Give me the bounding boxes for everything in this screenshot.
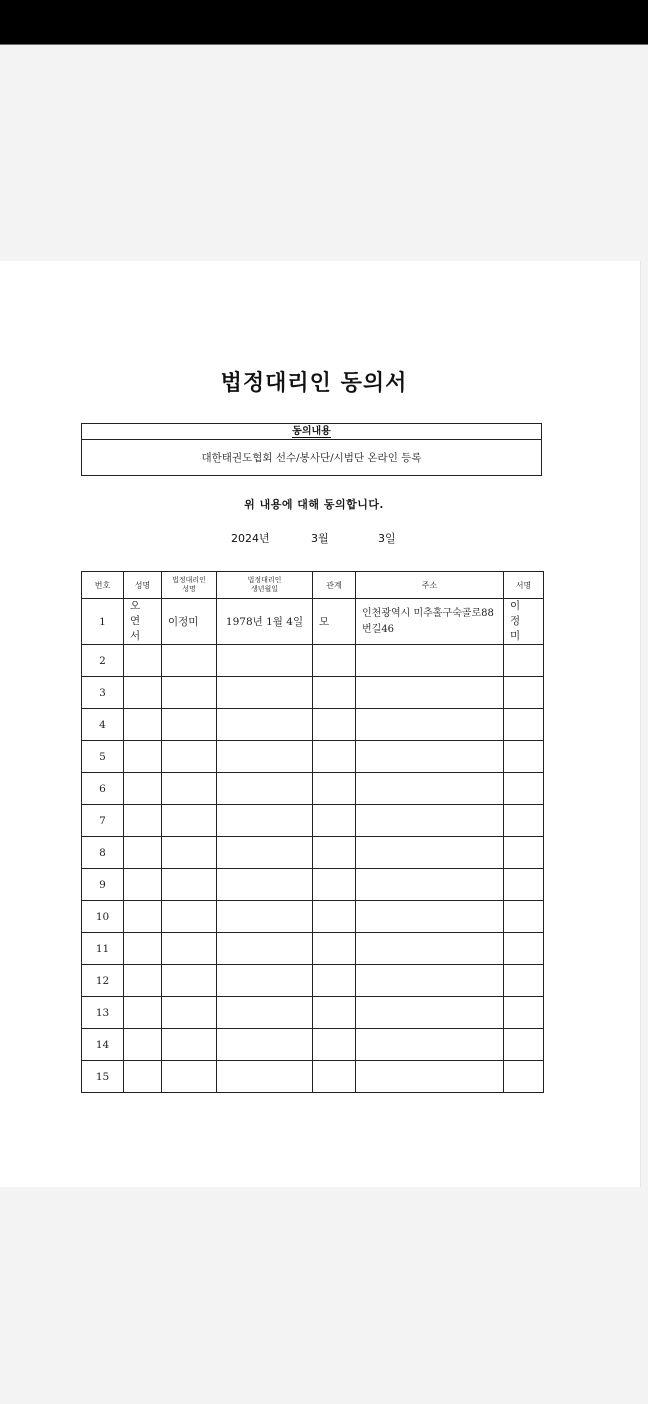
cell-signature	[504, 837, 544, 869]
cell-relation	[313, 997, 356, 1029]
header-guardian-name-line2: 성명	[182, 585, 196, 593]
cell-address	[356, 709, 504, 741]
table-header-row	[82, 572, 544, 599]
cell-guardian	[162, 805, 217, 837]
cell-guardian	[162, 965, 217, 997]
cell-name	[124, 741, 162, 773]
cell-signature	[504, 901, 544, 933]
header-no: 번호	[82, 572, 124, 599]
cell-guardian	[162, 741, 217, 773]
cell-address	[356, 741, 504, 773]
table-row	[82, 837, 544, 869]
cell-birth	[217, 837, 313, 869]
cell-signature	[504, 805, 544, 837]
table-row	[82, 645, 544, 677]
cell-name	[124, 1061, 162, 1093]
cell-address	[356, 1061, 504, 1093]
header-guardian-birth-line1: 법정대리인	[247, 576, 282, 584]
cell-birth	[217, 645, 313, 677]
cell-address	[356, 837, 504, 869]
cell-address	[356, 869, 504, 901]
table-row	[82, 677, 544, 709]
consent-content-box	[81, 423, 542, 476]
header-guardian-name	[162, 572, 217, 599]
cell-no: 14	[82, 1029, 124, 1061]
table-row	[82, 997, 544, 1029]
cell-relation	[313, 933, 356, 965]
table-row	[82, 869, 544, 901]
cell-guardian	[162, 1029, 217, 1061]
cell-name	[124, 965, 162, 997]
cell-address	[356, 933, 504, 965]
cell-signature	[504, 933, 544, 965]
cell-signature	[504, 645, 544, 677]
cell-no: 3	[82, 677, 124, 709]
header-guardian-birth-line2: 생년월일	[250, 585, 279, 593]
cell-name	[124, 997, 162, 1029]
document-date	[0, 530, 640, 546]
cell-relation	[313, 677, 356, 709]
header-address: 주소	[356, 572, 504, 599]
cell-birth	[217, 933, 313, 965]
cell-relation	[313, 645, 356, 677]
cell-name	[124, 645, 162, 677]
date-year: 2024년	[231, 532, 270, 545]
cell-name	[124, 837, 162, 869]
cell-guardian	[162, 869, 217, 901]
cell-birth: 1978년 1월 4일	[217, 599, 313, 645]
consent-content-heading	[82, 424, 541, 440]
cell-guardian	[162, 677, 217, 709]
table-row	[82, 933, 544, 965]
cell-address	[356, 645, 504, 677]
cell-birth	[217, 901, 313, 933]
cell-no: 5	[82, 741, 124, 773]
cell-no: 4	[82, 709, 124, 741]
cell-address	[356, 1029, 504, 1061]
cell-relation: 모	[313, 599, 356, 645]
cell-guardian	[162, 901, 217, 933]
table-row	[82, 773, 544, 805]
cell-no: 6	[82, 773, 124, 805]
cell-signature	[504, 709, 544, 741]
cell-signature	[504, 997, 544, 1029]
cell-relation	[313, 837, 356, 869]
table-row	[82, 599, 544, 645]
cell-address	[356, 901, 504, 933]
consent-content-heading-text: 동의내용	[292, 426, 331, 437]
document-title: 법정대리인 동의서	[220, 370, 408, 396]
cell-birth	[217, 1061, 313, 1093]
cell-address: 인천광역시 미추홀구숙골로88번길46	[356, 599, 504, 645]
cell-name	[124, 805, 162, 837]
cell-birth	[217, 965, 313, 997]
header-relation: 관계	[313, 572, 356, 599]
cell-birth	[217, 805, 313, 837]
header-guardian-name-line1: 법정대리인	[172, 576, 206, 584]
table-row	[82, 805, 544, 837]
header-guardian-birth	[217, 572, 313, 599]
table-row	[82, 1029, 544, 1061]
header-name: 성명	[124, 572, 162, 599]
cell-signature	[504, 1061, 544, 1093]
table-row	[82, 965, 544, 997]
cell-no: 12	[82, 965, 124, 997]
cell-no: 10	[82, 901, 124, 933]
date-day: 3일	[378, 532, 396, 545]
table-row	[82, 741, 544, 773]
cell-guardian	[162, 709, 217, 741]
cell-name	[124, 709, 162, 741]
cell-no: 15	[82, 1061, 124, 1093]
cell-relation	[313, 1061, 356, 1093]
cell-birth	[217, 709, 313, 741]
cell-name	[124, 773, 162, 805]
cell-birth	[217, 869, 313, 901]
document-page	[0, 261, 641, 1187]
cell-no: 9	[82, 869, 124, 901]
cell-signature	[504, 677, 544, 709]
cell-relation	[313, 741, 356, 773]
cell-signature: 이 정 미	[504, 599, 544, 645]
table-row	[82, 901, 544, 933]
cell-signature	[504, 869, 544, 901]
cell-name	[124, 677, 162, 709]
date-month: 3월	[311, 532, 329, 545]
cell-birth	[217, 773, 313, 805]
table-row	[82, 709, 544, 741]
cell-no: 1	[82, 599, 124, 645]
cell-address	[356, 997, 504, 1029]
cell-no: 11	[82, 933, 124, 965]
cell-no: 13	[82, 997, 124, 1029]
consent-content-body: 대한태권도협회 선수/봉사단/시범단 온라인 등록	[201, 452, 422, 464]
cell-birth	[217, 997, 313, 1029]
header-signature: 서명	[504, 572, 544, 599]
cell-no: 2	[82, 645, 124, 677]
cell-address	[356, 773, 504, 805]
cell-guardian	[162, 645, 217, 677]
cell-address	[356, 677, 504, 709]
cell-relation	[313, 965, 356, 997]
cell-name	[124, 901, 162, 933]
cell-guardian: 이정미	[162, 599, 217, 645]
cell-relation	[313, 869, 356, 901]
cell-guardian	[162, 997, 217, 1029]
cell-birth	[217, 741, 313, 773]
cell-relation	[313, 709, 356, 741]
cell-signature	[504, 1029, 544, 1061]
cell-guardian	[162, 1061, 217, 1093]
cell-signature	[504, 965, 544, 997]
cell-name: 오 연 서	[124, 599, 162, 645]
cell-birth	[217, 1029, 313, 1061]
cell-name	[124, 933, 162, 965]
cell-no: 7	[82, 805, 124, 837]
cell-no: 8	[82, 837, 124, 869]
cell-relation	[313, 773, 356, 805]
cell-address	[356, 965, 504, 997]
cell-relation	[313, 1029, 356, 1061]
status-bar-divider	[0, 44, 648, 45]
cell-name	[124, 869, 162, 901]
guardian-consent-table	[81, 571, 544, 1093]
cell-guardian	[162, 837, 217, 869]
cell-name	[124, 1029, 162, 1061]
cell-birth	[217, 677, 313, 709]
cell-address	[356, 805, 504, 837]
cell-guardian	[162, 773, 217, 805]
cell-relation	[313, 805, 356, 837]
agreement-statement: 위 내용에 대해 동의합니다.	[244, 498, 384, 511]
status-bar	[0, 0, 648, 44]
cell-relation	[313, 901, 356, 933]
table-row	[82, 1061, 544, 1093]
cell-signature	[504, 773, 544, 805]
cell-signature	[504, 741, 544, 773]
cell-guardian	[162, 933, 217, 965]
